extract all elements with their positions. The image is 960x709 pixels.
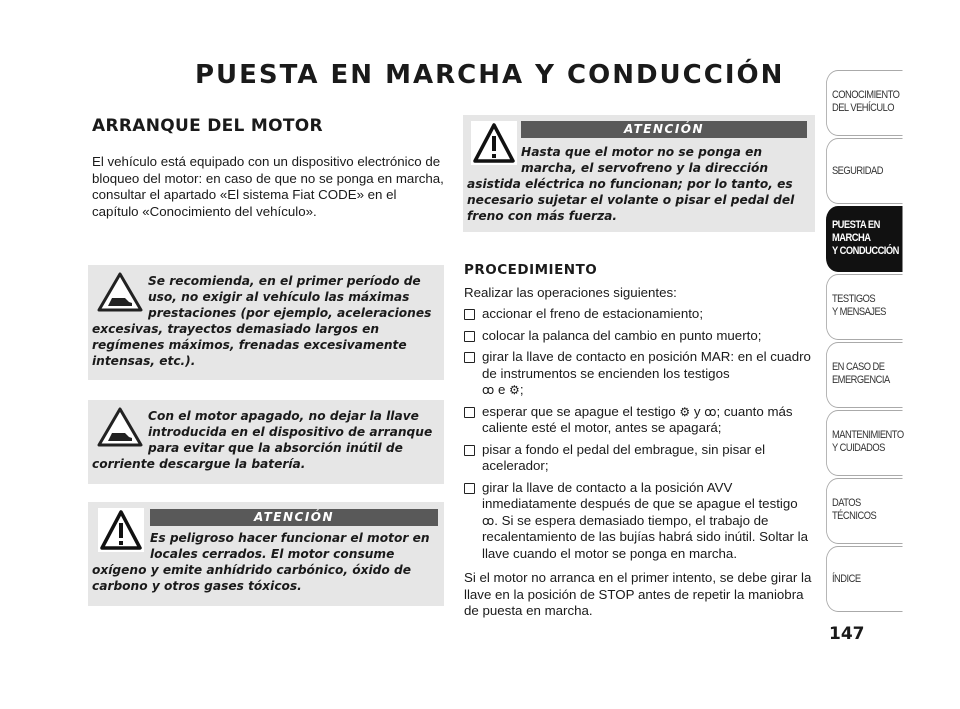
warning-box-enclosed: [88, 502, 444, 606]
warning1-header: ATENCIÓN: [150, 509, 438, 526]
chapter-tabs: [826, 70, 916, 614]
procedure-closing: Si el motor no arranca en el primer intento, se debe girar la llave en la posición de STOP antes de repetir la maniobra de puesta en marcha.: [464, 570, 812, 618]
engine-failure-icon: ⚙: [679, 404, 691, 419]
glow-plug-icon: ꝏ: [482, 383, 495, 397]
tab-puesta-en-marcha[interactable]: PUESTA EN MARCHA Y CONDUCCIÓN: [826, 206, 903, 272]
checkbox-bullet-icon: [464, 483, 475, 494]
list-item: pisar a fondo el pedal del embrague, sin pisar el acelerador;: [464, 442, 814, 475]
exclamation-warning-icon: [471, 121, 517, 165]
glow-plug-icon: ꝏ: [704, 404, 717, 419]
car-warning-icon: [95, 270, 145, 314]
warning1-rest: oxígeno y emite anhídrido carbónico, óxido de carbono y otros gases tóxicos.: [92, 563, 411, 593]
tab-indice[interactable]: ÍNDICE: [826, 546, 903, 612]
procedure-heading: PROCEDIMIENTO: [464, 262, 598, 278]
tab-conocimiento[interactable]: CONOCIMIENTO DEL VEHÍCULO: [826, 70, 903, 136]
tab-datos-tecnicos[interactable]: DATOS TÉCNICOS: [826, 478, 903, 544]
warning-box-servofreno: [463, 115, 815, 232]
note1-first: Se recomienda, en el primer período de uso, no exigir al vehículo las máximas prestaciones (por ejemplo, aceleraciones: [148, 274, 432, 320]
procedure-intro: Realizar las operaciones siguientes:: [464, 285, 677, 300]
note2-first: Con el motor apagado, no dejar la llave introducida en el dispositivo de arranque para evitar que la absorción inútil de: [148, 409, 433, 455]
list-item: accionar el freno de estacionamiento;: [464, 306, 814, 323]
intro-paragraph: El vehículo está equipado con un dispositivo electrónico de bloqueo del motor: en caso de que no se ponga en marcha, consultar el apartado «El sistema Fiat CODE» en el capítulo «Conocimiento del vehículo».: [92, 154, 444, 219]
warning2-rest: asistida eléctrica no funcionan; por lo tanto, es necesario sujetar el volante o pisar el pedal del freno con más fuerza.: [467, 177, 795, 223]
note2-rest: corriente descargue la batería.: [92, 457, 306, 471]
checkbox-bullet-icon: [464, 309, 475, 320]
engine-failure-icon: ⚙: [509, 383, 520, 397]
note-box-battery: [88, 400, 444, 484]
tab-emergencia[interactable]: EN CASO DE EMERGENCIA: [826, 342, 903, 408]
list-item: girar la llave de contacto a la posición AVV inmediatamente después de que se apague el testigo ꝏ. Si se espera demasiado tiempo, el trabajo de recalentamiento de las bujías habrá sido inútil. Soltar la llave cuando el motor se ponga en marcha.: [464, 480, 814, 563]
page-number: 147: [829, 624, 865, 644]
warning2-first: Hasta que el motor no se ponga en marcha, el servofreno y la dirección: [521, 145, 769, 175]
checkbox-bullet-icon: [464, 352, 475, 363]
section-heading: ARRANQUE DEL MOTOR: [92, 116, 323, 136]
exclamation-warning-icon: [98, 508, 144, 552]
note1-rest: excesivas, trayectos demasiado largos en regímenes máximos, frenadas excesivamente intensas, etc.).: [92, 322, 407, 368]
tab-testigos[interactable]: TESTIGOS Y MENSAJES: [826, 274, 903, 340]
car-warning-icon: [95, 405, 145, 449]
warning2-header: ATENCIÓN: [521, 121, 807, 138]
list-item: colocar la palanca del cambio en punto muerto;: [464, 328, 814, 345]
list-item: girar la llave de contacto en posición MAR: en el cuadro de instrumentos se encienden los testigos ꝏ e ⚙;: [464, 349, 814, 399]
glow-plug-icon: ꝏ: [482, 513, 495, 528]
warning1-first: Es peligroso hacer funcionar el motor en locales cerrados. El motor consume: [150, 531, 430, 561]
checkbox-bullet-icon: [464, 445, 475, 456]
note-box-break-in: [88, 265, 444, 380]
tab-seguridad[interactable]: SEGURIDAD: [826, 138, 903, 204]
procedure-steps: [464, 306, 814, 567]
list-item: esperar que se apague el testigo ⚙ y ꝏ; cuanto más caliente esté el motor, antes se apagará;: [464, 404, 814, 437]
checkbox-bullet-icon: [464, 331, 475, 342]
checkbox-bullet-icon: [464, 407, 475, 418]
tab-mantenimiento[interactable]: MANTENIMIENTO Y CUIDADOS: [826, 410, 903, 476]
page-title: PUESTA EN MARCHA Y CONDUCCIÓN: [195, 60, 785, 90]
